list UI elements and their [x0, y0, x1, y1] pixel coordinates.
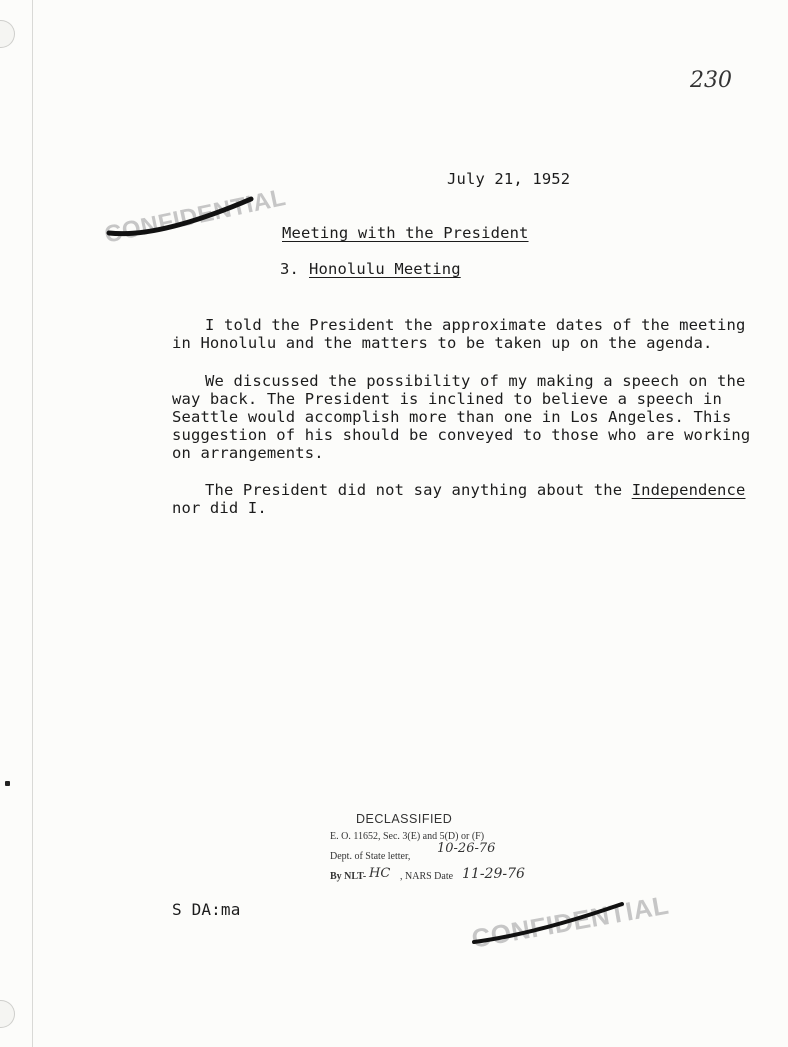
item-number: 3.: [280, 260, 299, 278]
punch-hole: [0, 20, 15, 48]
page-edge: [32, 0, 33, 1047]
strike-through-mark: [105, 193, 255, 243]
punch-hole: [0, 1000, 15, 1028]
declassified-authority: E. O. 11652, Sec. 3(E) and 5(D) or (F): [330, 831, 485, 842]
document-date: July 21, 1952: [447, 170, 571, 188]
strike-through-mark: [470, 900, 630, 950]
margin-mark: [5, 781, 10, 786]
item-title: Honolulu Meeting: [309, 260, 461, 278]
paragraph-3-line-1: [205, 481, 745, 499]
declassified-heading: DECLASSIFIED: [356, 812, 453, 826]
typist-initials: S DA:ma: [172, 900, 241, 919]
paragraph-1-line-1: I told the President the approximate dates of the meeting: [205, 316, 746, 334]
paragraph-3-text: The President did not say anything about the: [205, 481, 632, 499]
independence-underlined: Independence: [631, 481, 746, 499]
paragraph-3-line-2: nor did I.: [172, 499, 267, 517]
paragraph-2-line-5: on arrangements.: [172, 444, 324, 462]
paragraph-2-line-2: way back. The President is inclined to believe a speech in: [172, 390, 722, 408]
declassified-nars-date: 11-29-76: [462, 866, 525, 882]
paragraph-2-line-3: Seattle would accomplish more than one in Los Angeles. This: [172, 408, 732, 426]
declassified-by-label: By NLT-: [330, 871, 367, 882]
confidential-stamp-bottom: CONFIDENTIAL: [469, 889, 672, 954]
declassified-letter-label: Dept. of State letter,: [330, 851, 411, 862]
page-number: 230: [690, 68, 732, 93]
declassified-initials: HC: [369, 866, 391, 881]
confidential-stamp-top: CONFIDENTIAL: [102, 183, 289, 249]
declassified-letter-date: 10-26-76: [437, 841, 496, 856]
declassified-nars-label: , NARS Date: [400, 871, 454, 882]
paragraph-2-line-1: We discussed the possibility of my making a speech on the: [205, 372, 746, 390]
document-title: Meeting with the President: [282, 224, 529, 242]
paragraph-2-line-4: suggestion of his should be conveyed to those who are working: [172, 426, 751, 444]
paragraph-1-line-2: in Honolulu and the matters to be taken up on the agenda.: [172, 334, 713, 352]
